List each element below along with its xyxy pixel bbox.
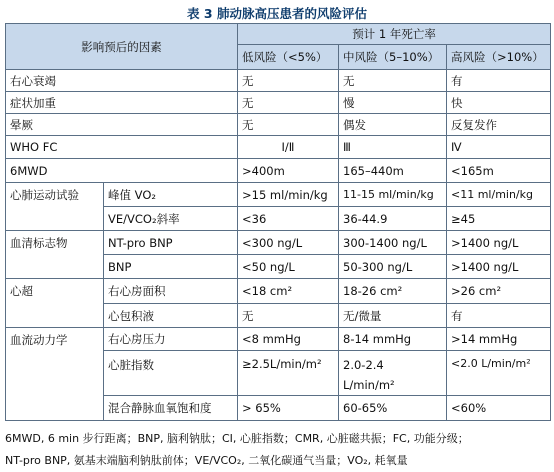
cell-mid-line2: L/min/m² (343, 378, 395, 392)
table-row (6, 136, 551, 159)
footnote-line-1: 6MWD, 6 min 步行距离；BNP, 脑利钠肽；CI, 心脏指数；CMR, 心脏磁共振；FC, 功能分级； (5, 432, 469, 445)
group-label-hemo: 血流动力学 (6, 328, 104, 421)
cell-high: <60% (447, 396, 551, 421)
row-label: 晕厥 (6, 114, 238, 136)
cell-high: ≥45 (447, 207, 551, 231)
row-label: 混合静脉血氧饱和度 (104, 396, 238, 421)
row-label: 心包积液 (104, 304, 238, 328)
header-mortality: 预计 1 年死亡率 (238, 24, 551, 45)
row-label: 右心房压力 (104, 328, 238, 351)
table-row (6, 183, 551, 207)
group-label-echo: 心超 (6, 279, 104, 328)
header-factor: 影响预后的因素 (6, 24, 238, 70)
footnote-line-2: NT-pro BNP, 氨基末端脑利钠肽前体；VE/VCO₂, 二氧化碳通气当量；VO₂, 耗氧量 (5, 454, 408, 467)
row-label: BNP (104, 255, 238, 279)
cell-mid: 偶发 (339, 114, 447, 136)
cell-mid: 无/微量 (339, 304, 447, 328)
row-label: 症状加重 (6, 92, 238, 114)
cell-low: Ⅰ/Ⅱ (238, 136, 339, 159)
cell-mid: Ⅲ (339, 136, 447, 159)
row-label: 右心衰竭 (6, 70, 238, 92)
cell-high: <165m (447, 159, 551, 183)
row-label: 6MWD (6, 159, 238, 183)
cell-low: <18 cm² (238, 279, 339, 304)
header-high-risk: 高风险（>10%） (447, 45, 551, 70)
table-row (6, 92, 551, 114)
group-label-cpet: 心肺运动试验 (6, 183, 104, 231)
group-label-serum: 血清标志物 (6, 231, 104, 279)
table-row (6, 159, 551, 183)
cell-low: 无 (238, 92, 339, 114)
cell-low: 无 (238, 70, 339, 92)
cell-high: 有 (447, 70, 551, 92)
cell-mid: 无 (339, 70, 447, 92)
risk-assessment-table (5, 23, 551, 421)
table-row (6, 328, 551, 351)
row-label: VE/VCO₂斜率 (104, 207, 238, 231)
table-row (6, 231, 551, 255)
cell-high: <11 ml/min/kg (447, 183, 551, 207)
table-row (6, 279, 551, 304)
cell-mid: 50-300 ng/L (339, 255, 447, 279)
cell-high: >14 mmHg (447, 328, 551, 351)
table-title: 表 3 肺动脉高压患者的风险评估 (187, 6, 367, 21)
cell-low: > 65% (238, 396, 339, 421)
header-mid-risk: 中风险（5–10%） (339, 45, 447, 70)
cell-low: <36 (238, 207, 339, 231)
cell-high: 有 (447, 304, 551, 328)
row-label: 右心房面积 (104, 279, 238, 304)
cell-high: 反复发作 (447, 114, 551, 136)
cell-high: Ⅳ (447, 136, 551, 159)
cell-low: <8 mmHg (238, 328, 339, 351)
cell-mid: 18-26 cm² (339, 279, 447, 304)
cell-low: 无 (238, 114, 339, 136)
cell-mid: 8-14 mmHg (339, 328, 447, 351)
cell-low: ≥2.5L/min/m² (238, 351, 339, 396)
cell-high: >1400 ng/L (447, 255, 551, 279)
cell-mid (339, 351, 447, 396)
row-label: 峰值 VO₂ (104, 183, 238, 207)
cell-high: <2.0 L/min/m² (447, 351, 551, 396)
cell-mid-line1: 2.0-2.4 (343, 358, 384, 372)
row-label: NT-pro BNP (104, 231, 238, 255)
cell-mid: 60-65% (339, 396, 447, 421)
header-low-risk: 低风险（<5%） (238, 45, 339, 70)
table-row (6, 70, 551, 92)
cell-low: <50 ng/L (238, 255, 339, 279)
cell-mid: 36-44.9 (339, 207, 447, 231)
cell-low: 无 (238, 304, 339, 328)
cell-low: >15 ml/min/kg (238, 183, 339, 207)
cell-high: >1400 ng/L (447, 231, 551, 255)
row-label: 心脏指数 (104, 351, 238, 396)
cell-mid: 165–440m (339, 159, 447, 183)
cell-high: 快 (447, 92, 551, 114)
row-label: WHO FC (6, 136, 238, 159)
cell-mid: 11-15 ml/min/kg (339, 183, 447, 207)
cell-low: >400m (238, 159, 339, 183)
table-row (6, 114, 551, 136)
cell-mid: 慢 (339, 92, 447, 114)
cell-mid: 300-1400 ng/L (339, 231, 447, 255)
cell-low: <300 ng/L (238, 231, 339, 255)
cell-high: >26 cm² (447, 279, 551, 304)
header-row-1 (6, 24, 551, 45)
